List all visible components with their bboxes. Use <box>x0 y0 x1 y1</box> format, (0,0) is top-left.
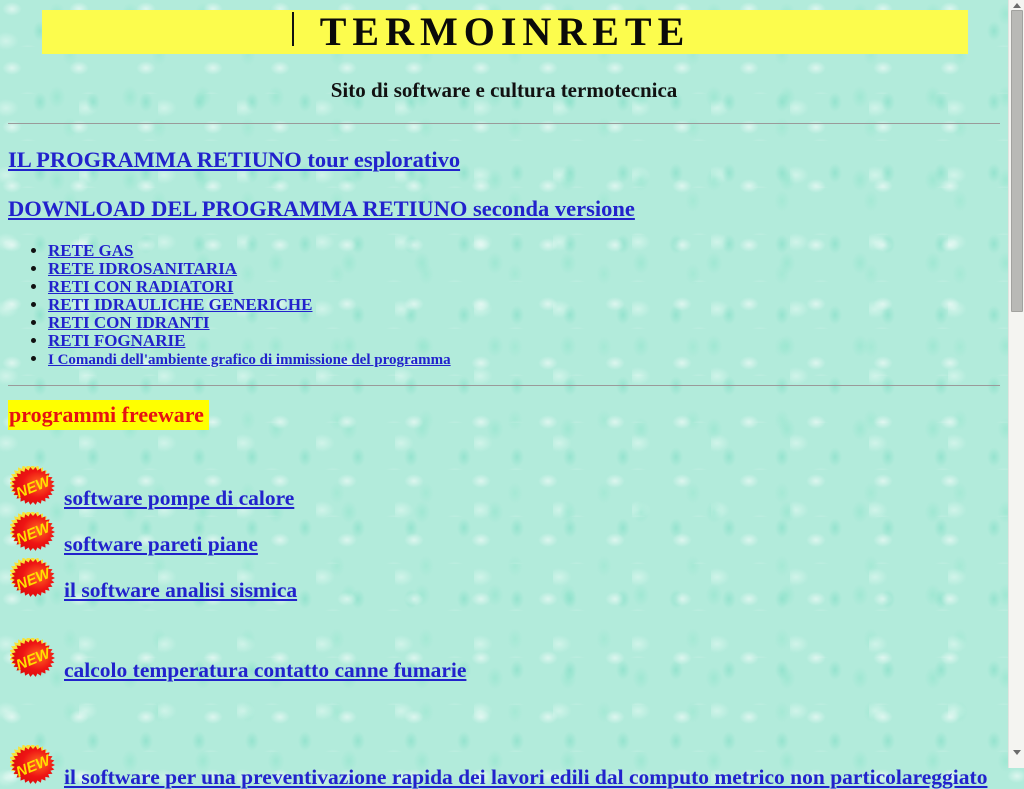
site-subtitle: Sito di software e cultura termotecnica <box>330 78 678 102</box>
freeware-section-heading <box>8 404 1000 427</box>
link-rete-gas[interactable]: RETE GAS <box>48 241 134 261</box>
heading-retiuno-tour <box>8 148 1000 172</box>
new-badge-icon <box>10 512 56 552</box>
svg-text:NEW: NEW <box>13 565 53 595</box>
svg-text:NEW: NEW <box>13 752 53 782</box>
link-retiuno-tour[interactable]: IL PROGRAMMA RETIUNO tour esplorativo <box>8 147 461 172</box>
title-banner <box>42 10 968 54</box>
network-links-list <box>8 242 1000 369</box>
link-software-pompe-di-calore[interactable]: software pompe di calore <box>64 485 295 510</box>
freeware-row <box>10 466 1000 510</box>
link-software-analisi-sismica[interactable]: il software analisi sismica <box>64 577 298 602</box>
banner-divider-line <box>292 12 294 46</box>
link-reti-con-idranti[interactable]: RETI CON IDRANTI <box>48 313 210 333</box>
freeware-row <box>10 558 1000 602</box>
scroll-up-arrow-icon[interactable] <box>1013 3 1021 8</box>
svg-text:NEW: NEW <box>13 645 53 675</box>
link-comandi-ambiente-grafico[interactable]: I Comandi dell'ambiente grafico di immissione del programma <box>48 352 451 369</box>
list-item <box>48 242 1000 260</box>
svg-text:NEW: NEW <box>13 519 53 549</box>
link-software-preventivazione-edile[interactable]: il software per una preventivazione rapida dei lavori edili dal computo metrico non particolareggiato <box>64 764 988 789</box>
divider-freeware <box>8 385 1000 386</box>
list-item <box>48 332 1000 350</box>
new-badge-icon <box>10 638 56 678</box>
new-badge-icon <box>10 745 56 785</box>
link-calcolo-temperatura-canne-fumarie[interactable]: calcolo temperatura contatto canne fumarie <box>64 657 467 682</box>
freeware-heading-label: programmi freeware <box>8 400 209 430</box>
list-item <box>48 296 1000 314</box>
link-reti-fognarie[interactable]: RETI FOGNARIE <box>48 331 186 351</box>
link-reti-con-radiatori[interactable]: RETI CON RADIATORI <box>48 277 234 297</box>
vertical-scrollbar[interactable] <box>1008 0 1024 768</box>
link-reti-idrauliche-generiche[interactable]: RETI IDRAULICHE GENERICHE <box>48 295 313 315</box>
scroll-down-arrow-icon[interactable] <box>1013 750 1021 755</box>
freeware-row-clipped <box>10 745 1000 789</box>
freeware-row <box>10 638 1000 682</box>
list-item <box>48 314 1000 332</box>
link-retiuno-download[interactable]: DOWNLOAD DEL PROGRAMMA RETIUNO seconda versione <box>8 195 635 221</box>
link-software-pareti-piane[interactable]: software pareti piane <box>64 531 258 556</box>
svg-text:NEW: NEW <box>13 473 53 503</box>
divider-top <box>8 123 1000 124</box>
list-item <box>48 278 1000 296</box>
list-item <box>48 350 1000 369</box>
heading-retiuno-download <box>8 197 1000 221</box>
scrollbar-thumb[interactable] <box>1011 10 1023 312</box>
site-logo-title: TERMOINRETE <box>319 9 691 54</box>
new-badge-icon <box>10 558 56 598</box>
link-rete-idrosanitaria[interactable]: RETE IDROSANITARIA <box>48 259 238 279</box>
new-badge-icon <box>10 466 56 506</box>
freeware-row <box>10 512 1000 556</box>
list-item <box>48 260 1000 278</box>
